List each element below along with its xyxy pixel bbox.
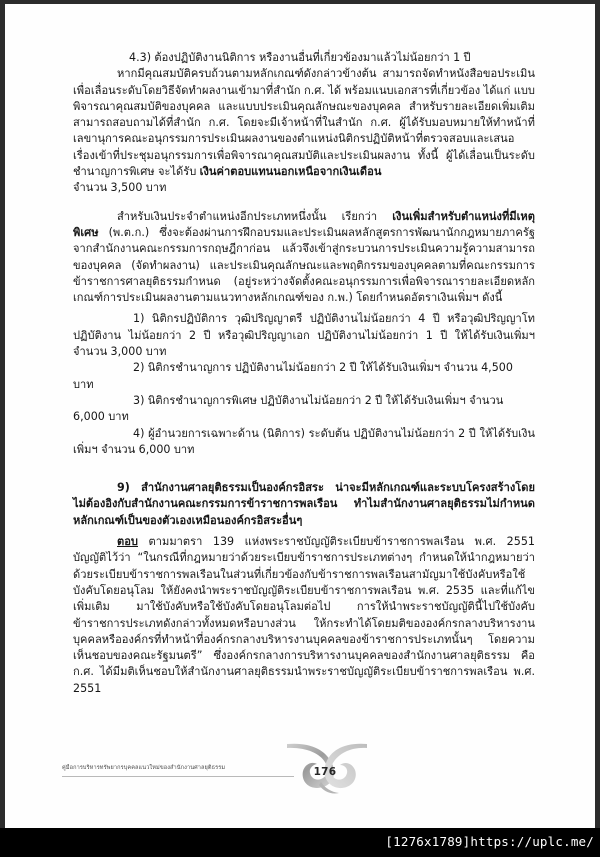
rate-item-3: 3) นิติกรชำนาญการพิเศษ ปฏิบัติงานไม่น้อยกว่า 2 ปี ให้ได้รับเงินเพิ่มฯ จำนวน 6,000 บาท [73,393,504,424]
footer-caption: คู่มือการบริหารทรัพยากรบุคคลแนวใหม่ของสำนักงานศาลยุติธรรม [62,765,226,771]
paragraph-allowance-head: สำหรับเงินประจำตำแหน่งอีกประเภทหนึ่งนั้น เรียกว่า [117,209,393,223]
paragraph-allowance-tail: (พ.ต.ก.) ซึ่งจะต้องผ่านการฝึกอบรมและประเมินผลหลักสูตรการพัฒนานักกฎหมายภาครัฐจากสำนักงานคณะกรรมการกฤษฎีกาก่อน แล้วจึงเข้าสู่กระบวนการประเมินความรู้ความสามารถของบุคคล (จัดทำผลงาน) และประเมินคุณลักษณะและพฤติกรรมของบุคคลตามที่คณะกรรมการข้าราชการศาลยุติธรรมกำหนด (อยู่ระหว่างจัดตั้งคณะอนุกรรมการเพื่อพิจารณารายละเอียดหลักเกณฑ์การประเมินผลงานตามแนวทางหลักเกณฑ์ของ ก.พ.) โดยกำหนดอัตราเงินเพิ่มฯ ดังนี้ [73,225,535,305]
clause-4-3: 4.3) ต้องปฏิบัติงานนิติการ หรืองานอื่นที่เกี่ยวข้องมาแล้วไม่น้อยกว่า 1 ปี [129,51,471,64]
paragraph-qualifications-text: หากมีคุณสมบัติครบถ้วนตามหลักเกณฑ์ดังกล่าวข้างต้น สามารถจัดทำหนังสือขอประเมินเพื่อเลื่อนระดับโดยวิธีจัดทำผลงานเข้ามาที่สำนัก ก.ศ. ได้ พร้อมแนบเอกสารที่เกี่ยวข้อง ได้แก่ แบบพิจารณาคุณสมบัติของบุคคล และแบบประเมินคุณลักษณะของบุคคล สำหรับรายละเอียดเพิ่มเติมสามารถสอบถามได้ที่สำนัก ก.ศ. โดยจะมีเจ้าหน้าที่ในสำนัก ก.ศ. ผู้ได้รับมอบหมายให้ทำหน้าที่เลขานุการคณะอนุกรรมการประเมินผลงานของตำแหน่งนิติกรปฏิบัติหน้าที่ตรวจสอบและเสนอเรื่องเข้าที่ประชุมอนุกรรมการเพื่อพิจารณาคุณสมบัติและประเมินผลงาน ทั้งนี้ ผู้ได้เลื่อนเป็นระดับชำนาญการพิเศษ จะได้รับ [73,67,535,179]
answer-label: ตอบ [117,535,138,549]
document-page [5,4,595,828]
rate-item-4: 4) ผู้อำนวยการเฉพาะด้าน (นิติการ) ระดับต้น ปฏิบัติงานไม่น้อยกว่า 2 ปี ให้ได้รับเงินเพิ่มฯ จำนวน 6,000 บาท [73,426,535,456]
page-text-body [73,50,535,697]
rate-item-2: 2) นิติกรชำนาญการ ปฏิบัติงานไม่น้อยกว่า 2 ปี ให้ได้รับเงินเพิ่มฯ จำนวน 4,500 บาท [73,361,513,391]
answer-text: ตามมาตรา 139 แห่งพระราชบัญญัติระเบียบข้าราชการพลเรือน พ.ศ. 2551 บัญญัติไว้ว่า “ในกรณีที่กฎหมายว่าด้วยระเบียบข้าราชการประเภทต่างๆ กำหนดให้นำกฎหมายว่าด้วยระเบียบข้าราชการพลเรือนในส่วนที่เกี่ยวข้องกับข้าราชการพลเรือนสามัญมาใช้บังคับหรือใช้บังคับโดยอนุโลม ให้ยังคงนำพระราชบัญญัติระเบียบข้าราชการพลเรือน พ.ศ. 2535 และที่แก้ไขเพิ่มเติม มาใช้บังคับหรือใช้บังคับโดยอนุโลมต่อไป การให้นำพระราชบัญญัตินี้ไปใช้บังคับข้าราชการประเภทดังกล่าวทั้งหมดหรือบางส่วน ให้กระทำได้โดยมติขององค์กรกลางบริหารงานบุคคลหรือองค์กรที่ทำหน้าที่องค์กรกลางบริหารงานบุคคลของข้าราชการประเภทนั้นๆ โดยความเห็นชอบของคณะรัฐมนตรี” ซึ่งองค์กรกลางการบริหารงานบุคคลของสำนักงานศาลยุติธรรม คือ ก.ศ. ได้มีมติเห็นชอบให้สำนักงานศาลยุติธรรมนำพระราชบัญญัติระเบียบข้าราชการพลเรือน พ.ศ. 2551 [73,535,535,695]
paragraph-allowance [73,209,535,307]
watermark-text: [1276x1789]https://uplc.me/ [385,834,594,849]
paragraph-qualifications-tail: จำนวน 3,500 บาท [73,181,167,195]
watermark-bar [0,828,600,857]
question-9: 9) สำนักงานศาลยุติธรรมเป็นองค์กรอิสระ น่าจะมีหลักเกณฑ์และระบบโครงสร้างโดย ไม่ต้องอิงกับสำนักงานคณะกรรมการข้าราชการพลเรือน ทำไมสำนักงานศาลยุติธรรมไม่กำหนดหลักเกณฑ์เป็นของตัวเองเหมือนองค์กรอิสระอื่นๆ [73,481,535,527]
page-number: 176 [313,766,337,778]
page-footer [5,752,595,812]
footer-divider-rule [62,776,294,777]
paragraph-qualifications [73,66,535,180]
scan-border-right [595,0,600,828]
bold-special-allowance-phrase: เงินเพิ่มสำหรับตำแหน่งที่มีเหตุพิเศษ [73,209,535,239]
rate-item-1: 1) นิติกรปฏิบัติการ วุฒิปริญญาตรี ปฏิบัติงานไม่น้อยกว่า 4 ปี หรือวุฒิปริญญาโท ปฏิบัติงาน ไม่น้อยกว่า 2 ปี หรือวุฒิปริญญาเอก ปฏิบัติงานไม่น้อยกว่า 1 ปี ให้ได้รับเงินเพิ่มฯ จำนวน 3,000 บาท [73,312,535,359]
bold-compensation-phrase: เงินค่าตอบแทนนอกเหนือจากเงินเดือน [199,165,382,179]
answer-block [73,534,535,697]
